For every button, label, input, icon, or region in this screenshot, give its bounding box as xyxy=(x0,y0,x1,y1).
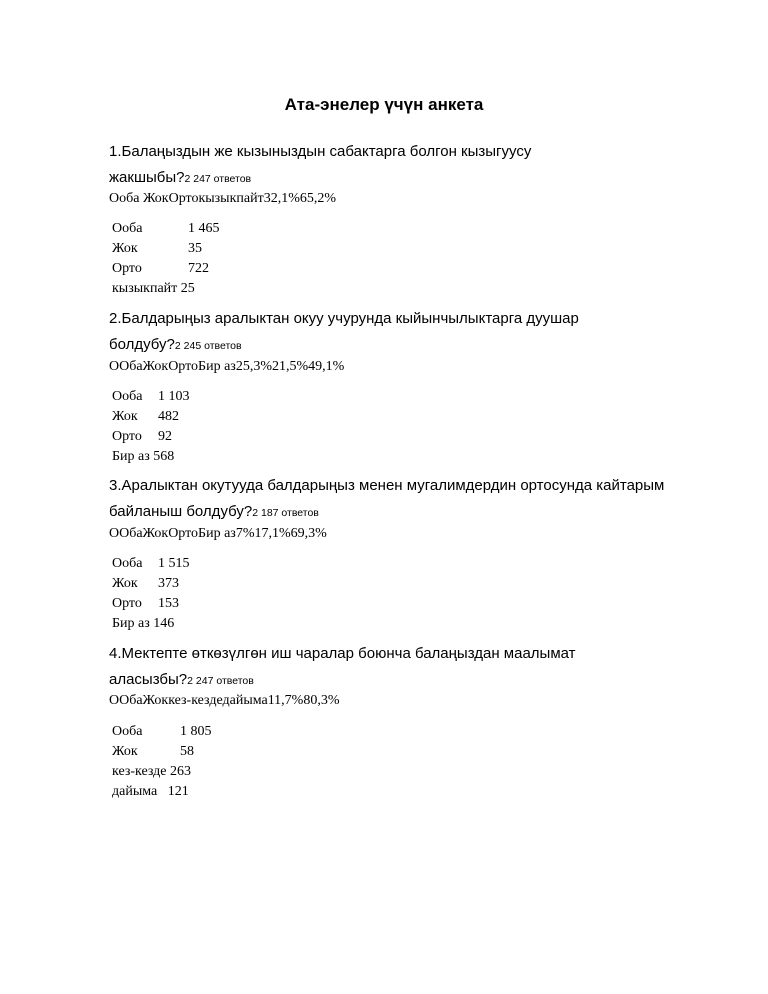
chart-summary: ООбаЖокОртоБир аз7%17,1%69,3% xyxy=(109,526,327,541)
answer-label: Орто xyxy=(112,261,142,276)
answer-value: 153 xyxy=(158,596,179,611)
answer-label: Ооба xyxy=(112,724,143,739)
answer-value: 1 103 xyxy=(158,389,190,404)
chart-summary: ООбаЖокОртоБир аз25,3%21,5%49,1% xyxy=(109,359,345,374)
answer-row-inline: Бир аз 146 xyxy=(112,616,175,631)
question-text-line1: 1.Балаңыздын же кызыныздын сабактарга болгон кызыгуусу xyxy=(109,143,532,160)
answer-table xyxy=(112,556,190,636)
chart-summary: ООбаЖоккез-кездедайыма11,7%80,3% xyxy=(109,693,340,708)
answer-value: 1 805 xyxy=(180,724,212,739)
answer-label: Ооба xyxy=(112,556,143,571)
answer-label: Жок xyxy=(112,744,138,759)
answer-label: Ооба xyxy=(112,221,143,236)
answer-value: 1 515 xyxy=(158,556,190,571)
question-2 xyxy=(109,306,579,359)
answer-value: 35 xyxy=(188,241,202,256)
question-text-line2: жакшыбы?2 247 ответов xyxy=(109,169,252,186)
response-count: 2 247 ответов xyxy=(187,675,254,687)
answer-value: 373 xyxy=(158,576,179,591)
answer-row-inline: кез-кезде 263 xyxy=(112,764,191,779)
answer-value: 1 465 xyxy=(188,221,220,236)
answer-label: Ооба xyxy=(112,389,143,404)
question-1 xyxy=(109,139,531,192)
answer-table xyxy=(112,389,190,469)
table-row xyxy=(112,389,190,409)
table-row xyxy=(112,281,220,301)
answer-label: Жок xyxy=(112,576,138,591)
question-3 xyxy=(109,473,664,526)
chart-summary: Ооба ЖокОртокызыкпайт32,1%65,2% xyxy=(109,191,337,206)
table-row xyxy=(112,429,190,449)
answer-table xyxy=(112,724,212,804)
table-row xyxy=(112,261,220,281)
table-row xyxy=(112,724,212,744)
table-row xyxy=(112,784,212,804)
question-text-line1: 3.Аралыктан окутууда балдарыңыз менен мугалимдердин ортосунда кайтарым xyxy=(109,477,665,494)
table-row xyxy=(112,556,190,576)
answer-value: 482 xyxy=(158,409,179,424)
answer-label: Жок xyxy=(112,241,138,256)
question-4 xyxy=(109,641,576,694)
question-text-line1: 2.Балдарыңыз аралыктан окуу учурунда кыйынчылыктарга дуушар xyxy=(109,310,579,327)
table-row xyxy=(112,596,190,616)
table-row xyxy=(112,616,190,636)
answer-value: 92 xyxy=(158,429,172,444)
table-row xyxy=(112,744,212,764)
table-row xyxy=(112,576,190,596)
response-count: 2 247 ответов xyxy=(184,173,252,185)
response-count: 2 187 ответов xyxy=(252,507,319,519)
answer-row-inline: дайыма 121 xyxy=(112,784,189,799)
table-row xyxy=(112,449,190,469)
question-text-line2: болдубу?2 245 ответов xyxy=(109,336,242,353)
answer-row-inline: Бир аз 568 xyxy=(112,449,175,464)
answer-label: Орто xyxy=(112,429,142,444)
answer-table xyxy=(112,221,220,301)
page-title: Ата-энелер үчүн анкета xyxy=(284,95,484,114)
answer-label: Жок xyxy=(112,409,138,424)
table-row xyxy=(112,764,212,784)
table-row xyxy=(112,221,220,241)
answer-value: 722 xyxy=(188,261,209,276)
question-text-line2: байланыш болдубу?2 187 ответов xyxy=(109,503,319,520)
table-row xyxy=(112,241,220,261)
question-text-line1: 4.Мектепте өткөзүлгөн иш чаралар боюнча балаңыздан маалымат xyxy=(109,645,576,662)
answer-row-inline: кызыкпайт 25 xyxy=(112,281,195,296)
answer-label: Орто xyxy=(112,596,142,611)
question-text-line2: аласызбы?2 247 ответов xyxy=(109,671,254,688)
table-row xyxy=(112,409,190,429)
answer-value: 58 xyxy=(180,744,194,759)
response-count: 2 245 ответов xyxy=(174,340,242,352)
